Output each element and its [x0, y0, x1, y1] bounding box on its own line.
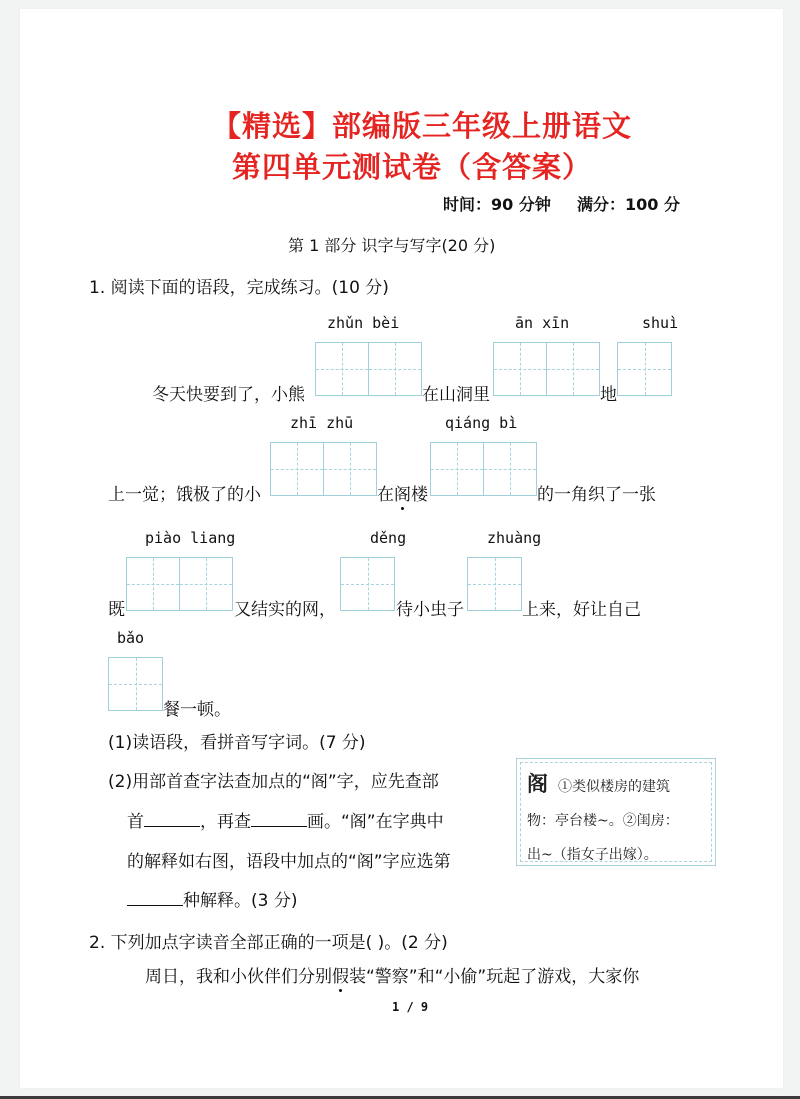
grid-cell[interactable] — [494, 343, 547, 395]
sub-question-2-line2 — [127, 807, 444, 832]
grid-cell[interactable] — [180, 558, 233, 610]
pinyin-zhun-bei: zhǔn bèi — [327, 314, 400, 332]
pinyin-an-xin: ān xīn — [515, 314, 570, 332]
grid-cell[interactable] — [316, 343, 369, 395]
grid-cell[interactable] — [324, 443, 377, 495]
grid-cell[interactable] — [341, 558, 394, 610]
pinyin-bao: bǎo — [117, 629, 145, 647]
question2-passage — [145, 962, 639, 987]
score-info: 满分：100 分 — [577, 195, 680, 214]
sub2-text: ，再查 — [200, 812, 251, 832]
passage-row3-b: 又结实的网， — [234, 600, 336, 620]
passage-row3-c: 待小虫子 — [396, 600, 464, 620]
passage-row2-b — [377, 480, 428, 505]
passage-row4-a: 餐一顿。 — [163, 700, 231, 720]
grid-cell[interactable] — [369, 343, 422, 395]
passage-row3-d: 上来，好让自己 — [522, 600, 641, 620]
grid-cell[interactable] — [431, 443, 484, 495]
passage-text: 楼 — [411, 485, 428, 505]
passage-text: 周日，我和小伙伴们分别 — [145, 967, 332, 987]
dictionary-definition-1: ①类似楼房的建筑 — [558, 779, 670, 795]
passage-row1-c: 地 — [600, 385, 617, 405]
answer-grid-an-xin[interactable] — [493, 342, 600, 396]
document-title-line2: 第四单元测试卷（含答案） — [232, 150, 593, 184]
question1-prompt: 1. 阅读下面的语段，完成练习。(10 分) — [89, 278, 389, 298]
sub-question-2-line1: (2)用部首查字法查加点的“阁”字，应先查部 — [108, 772, 439, 792]
pinyin-shui: shuì — [642, 314, 679, 332]
grid-cell[interactable] — [271, 443, 324, 495]
dictionary-line2: 物：亭台楼~。②闺房： — [527, 813, 679, 829]
answer-grid-deng[interactable] — [340, 557, 395, 611]
stroke-count-blank[interactable] — [251, 809, 307, 827]
grid-cell[interactable] — [484, 443, 537, 495]
passage-row1-a: 冬天快要到了，小熊 — [152, 385, 305, 405]
dictionary-line1 — [527, 767, 705, 804]
passage-row1-b: 在山洞里 — [422, 385, 490, 405]
passage-row2-c: 的一角织了一张 — [537, 485, 656, 505]
answer-grid-bao[interactable] — [108, 657, 163, 711]
pinyin-deng: děng — [370, 529, 407, 547]
dotted-character-ge: 阁 — [394, 485, 411, 505]
definition-choice-blank[interactable] — [127, 888, 183, 906]
grid-cell[interactable] — [547, 343, 600, 395]
dictionary-entry-box — [516, 758, 716, 866]
grid-cell[interactable] — [468, 558, 521, 610]
grid-cell[interactable] — [127, 558, 180, 610]
dictionary-headword: 阁 — [527, 772, 548, 796]
pinyin-zhi-zhu: zhī zhū — [290, 414, 354, 432]
document-title-line1: 【精选】部编版三年级上册语文 — [212, 109, 633, 143]
sub-question-2-line3: 的解释如右图，语段中加点的“阁”字应选第 — [127, 852, 451, 872]
sub2-text: 种解释。(3 分) — [183, 891, 298, 911]
sub-question-2-line4 — [127, 886, 297, 911]
answer-grid-piao-liang[interactable] — [126, 557, 233, 611]
sub2-text: 画。“阁”在字典中 — [307, 812, 444, 832]
pinyin-piao-liang: piào liang — [145, 529, 236, 547]
section-heading: 第 1 部分 识字与写字(20 分) — [288, 236, 496, 255]
pinyin-qiang-bi: qiáng bì — [445, 414, 518, 432]
passage-row3-a: 既 — [108, 600, 125, 620]
answer-grid-zhi-zhu[interactable] — [270, 442, 377, 496]
sub2-text: 首 — [127, 812, 144, 832]
grid-cell[interactable] — [109, 658, 162, 710]
passage-text: 装“警察”和“小偷”玩起了游戏，大家你 — [349, 967, 640, 987]
answer-grid-zhun-bei[interactable] — [315, 342, 422, 396]
answer-grid-shui[interactable] — [617, 342, 672, 396]
answer-grid-zhuang[interactable] — [467, 557, 522, 611]
sub-question-1: (1)读语段，看拼音写字词。(7 分) — [108, 733, 366, 753]
answer-grid-qiang-bi[interactable] — [430, 442, 537, 496]
passage-text: 在 — [377, 485, 394, 505]
radical-blank[interactable] — [144, 809, 200, 827]
page-number: 1 / 9 — [392, 1000, 429, 1014]
dotted-character-jia: 假 — [332, 967, 349, 987]
question2-prompt: 2. 下列加点字读音全部正确的一项是( )。(2 分) — [89, 933, 448, 953]
pinyin-zhuang: zhuàng — [487, 529, 542, 547]
dictionary-entry-inner — [520, 762, 712, 862]
dictionary-line3: 出~（指女子出嫁）。 — [527, 847, 658, 863]
grid-cell[interactable] — [618, 343, 671, 395]
time-info: 时间：90 分钟 — [443, 195, 551, 214]
passage-row2-a: 上一觉；饿极了的小 — [108, 485, 261, 505]
